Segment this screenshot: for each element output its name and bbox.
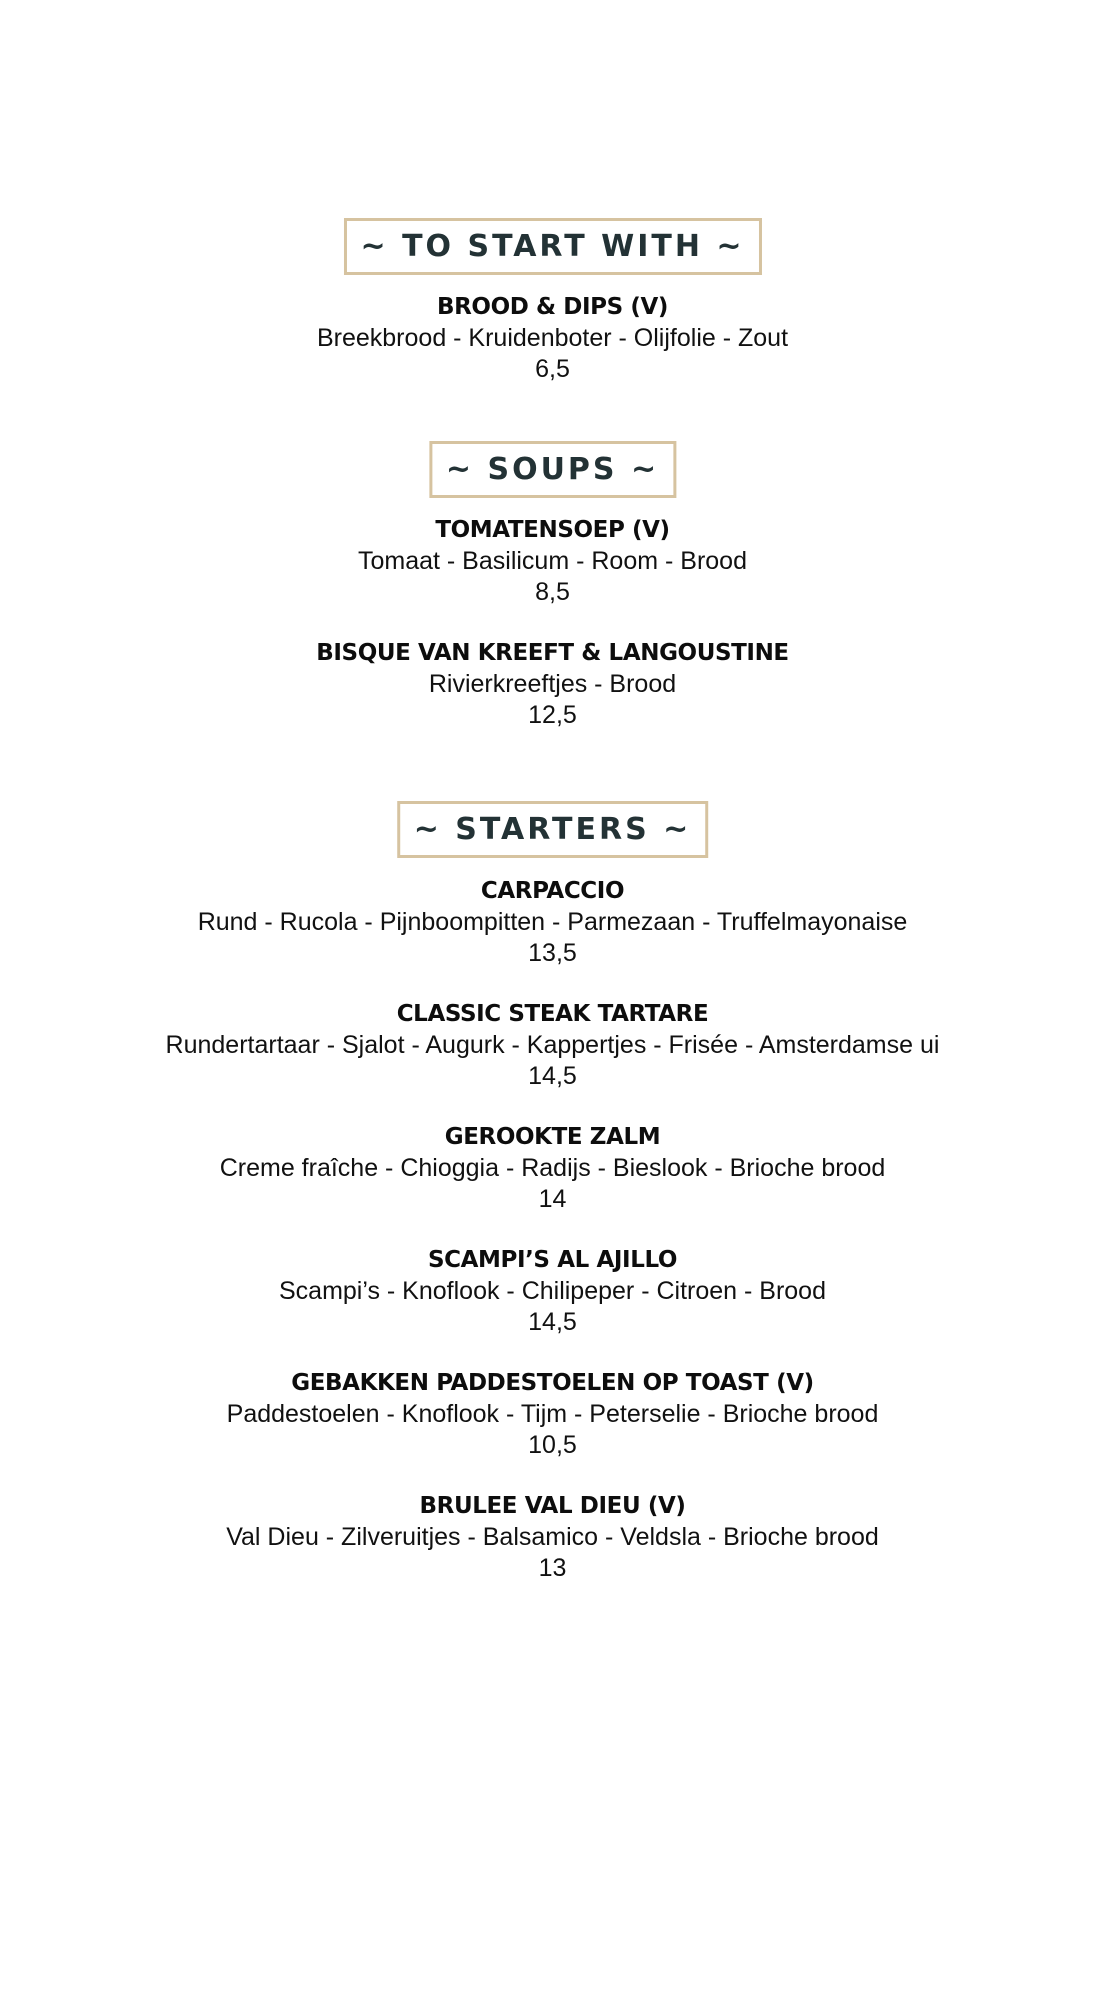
item-description: Breekbrood - Kruidenboter - Olijfolie - Zout xyxy=(316,324,789,352)
item-description: Tomaat - Basilicum - Room - Brood xyxy=(357,547,747,575)
item-name: TOMATENSOEP (V) xyxy=(435,517,670,543)
item-description: Rund - Rucola - Pijnboompitten - Parmezaan - Truffelmayonaise xyxy=(197,908,908,936)
item-price: 12,5 xyxy=(528,701,577,729)
item-price: 13 xyxy=(538,1554,567,1582)
item-name: CARPACCIO xyxy=(480,878,625,904)
section-header-to-start-with: ~ TO START WITH ~ xyxy=(343,218,761,275)
item-description: Creme fraîche - Chioggia - Radijs - Bieslook - Brioche brood xyxy=(219,1154,886,1182)
item-name: GEROOKTE ZALM xyxy=(444,1124,661,1150)
menu-item xyxy=(0,638,1105,731)
item-price: 6,5 xyxy=(535,355,570,383)
item-price: 13,5 xyxy=(528,939,577,967)
item-description: Scampi’s - Knoflook - Chilipeper - Citroen - Brood xyxy=(279,1277,826,1305)
item-name: BRULEE VAL DIEU (V) xyxy=(419,1493,686,1519)
menu-item xyxy=(0,999,1105,1092)
item-name: GEBAKKEN PADDESTOELEN OP TOAST (V) xyxy=(291,1370,814,1396)
item-name: CLASSIC STEAK TARTARE xyxy=(396,1001,709,1027)
section-header-soups: ~ SOUPS ~ xyxy=(429,441,676,498)
item-description: Rivierkreeftjes - Brood xyxy=(428,670,677,698)
menu-item xyxy=(0,1368,1105,1461)
item-price: 8,5 xyxy=(535,578,570,606)
item-description: Rundertartaar - Sjalot - Augurk - Kappertjes - Frisée - Amsterdamse ui xyxy=(165,1031,940,1059)
item-price: 14 xyxy=(538,1185,567,1213)
item-name: BROOD & DIPS (V) xyxy=(436,294,668,320)
menu-item xyxy=(0,1122,1105,1215)
item-description: Paddestoelen - Knoflook - Tijm - Peterselie - Brioche brood xyxy=(226,1400,879,1428)
item-name: BISQUE VAN KREEFT & LANGOUSTINE xyxy=(316,640,789,666)
section-header-starters: ~ STARTERS ~ xyxy=(397,801,709,858)
item-price: 14,5 xyxy=(528,1062,577,1090)
item-name: SCAMPI’S AL AJILLO xyxy=(427,1247,678,1273)
menu-item xyxy=(0,1245,1105,1338)
item-price: 10,5 xyxy=(528,1431,577,1459)
menu-item xyxy=(0,1491,1105,1584)
menu-item xyxy=(0,515,1105,608)
menu-item xyxy=(0,292,1105,385)
item-description: Val Dieu - Zilveruitjes - Balsamico - Veldsla - Brioche brood xyxy=(226,1523,879,1551)
menu-item xyxy=(0,876,1105,969)
item-price: 14,5 xyxy=(528,1308,577,1336)
